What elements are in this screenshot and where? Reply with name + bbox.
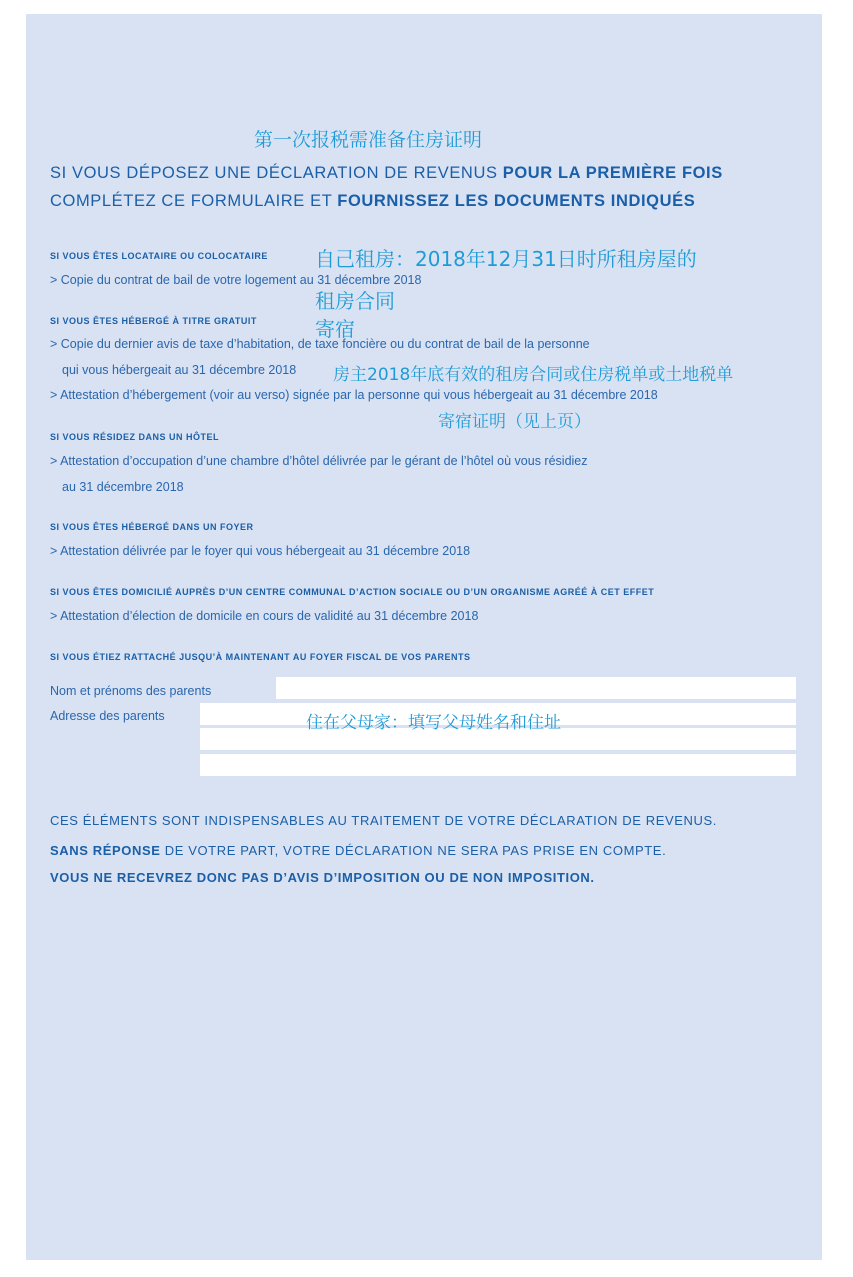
ccas-item: > Attestation d’élection de domicile en cours de validité au 31 décembre 2018 bbox=[50, 609, 479, 623]
hotel-item-a: > Attestation d’occupation d’une chambre d’hôtel délivrée par le gérant de l’hôtel où vous résidiez bbox=[50, 454, 588, 468]
header-line-2 bbox=[50, 192, 695, 211]
annotation-parents: 住在父母家：填写父母姓名和住址 bbox=[306, 713, 561, 733]
header-line-1-normal: SI VOUS DÉPOSEZ UNE DÉCLARATION DE REVENUS bbox=[50, 164, 503, 182]
annotation-locataire-2: 租房合同 bbox=[315, 289, 395, 313]
form-sheet bbox=[26, 14, 822, 1260]
section-title-parents: SI VOUS ÉTIEZ RATTACHÉ JUSQU’À MAINTENANT AU FOYER FISCAL DE VOS PARENTS bbox=[50, 652, 471, 662]
footer-line-1: CES ÉLÉMENTS SONT INDISPENSABLES AU TRAITEMENT DE VOTRE DÉCLARATION DE REVENUS. bbox=[50, 813, 717, 828]
locataire-item: > Copie du contrat de bail de votre logement au 31 décembre 2018 bbox=[50, 273, 422, 287]
section-title-ccas: SI VOUS ÊTES DOMICILIÉ AUPRÈS D’UN CENTRE COMMUNAL D’ACTION SOCIALE OU D’UN ORGANISME AGRÉÉ À CET EFFET bbox=[50, 587, 655, 597]
footer-line-2-normal: DE VOTRE PART, VOTRE DÉCLARATION NE SERA PAS PRISE EN COMPTE. bbox=[160, 843, 667, 858]
section-title-hotel: SI VOUS RÉSIDEZ DANS UN HÔTEL bbox=[50, 432, 220, 442]
parents-address-input-3[interactable] bbox=[200, 754, 796, 776]
parents-name-input[interactable] bbox=[276, 677, 796, 699]
heberge-item-1b: qui vous hébergeait au 31 décembre 2018 bbox=[62, 363, 297, 377]
hotel-item-b: au 31 décembre 2018 bbox=[62, 480, 184, 494]
footer-line-2-bold: SANS RÉPONSE bbox=[50, 843, 161, 858]
section-title-heberge: SI VOUS ÊTES HÉBERGÉ À TITRE GRATUIT bbox=[50, 316, 257, 326]
annotation-locataire-1: 自己租房：2018年12月31日时所租房屋的 bbox=[315, 247, 697, 271]
header-line-1 bbox=[50, 164, 723, 183]
footer-line-2 bbox=[50, 843, 666, 858]
annotation-title: 第一次报税需准备住房证明 bbox=[254, 129, 483, 151]
section-title-locataire: SI VOUS ÊTES LOCATAIRE OU COLOCATAIRE bbox=[50, 251, 268, 261]
parents-name-label: Nom et prénoms des parents bbox=[50, 684, 212, 698]
footer-line-3: VOUS NE RECEVREZ DONC PAS D’AVIS D’IMPOSITION OU DE NON IMPOSITION. bbox=[50, 870, 595, 885]
header-line-1-bold: POUR LA PREMIÈRE FOIS bbox=[502, 164, 723, 182]
annotation-heberge-attest: 寄宿证明（见上页） bbox=[438, 412, 591, 432]
annotation-heberge-docs: 房主2018年底有效的租房合同或住房税单或土地税单 bbox=[333, 365, 734, 385]
header-line-2-normal: COMPLÉTEZ CE FORMULAIRE ET bbox=[50, 192, 338, 210]
header-line-2-bold: FOURNISSEZ LES DOCUMENTS INDIQUÉS bbox=[337, 192, 696, 210]
parents-address-label: Adresse des parents bbox=[50, 709, 165, 723]
heberge-item-1a: > Copie du dernier avis de taxe d’habitation, de taxe foncière ou du contrat de bail de la personne bbox=[50, 337, 590, 351]
section-title-foyer: SI VOUS ÊTES HÉBERGÉ DANS UN FOYER bbox=[50, 522, 254, 532]
annotation-heberge: 寄宿 bbox=[315, 317, 355, 341]
foyer-item: > Attestation délivrée par le foyer qui vous hébergeait au 31 décembre 2018 bbox=[50, 544, 471, 558]
heberge-item-2: > Attestation d’hébergement (voir au verso) signée par la personne qui vous hébergeait au 31 décembre 2018 bbox=[50, 388, 658, 402]
